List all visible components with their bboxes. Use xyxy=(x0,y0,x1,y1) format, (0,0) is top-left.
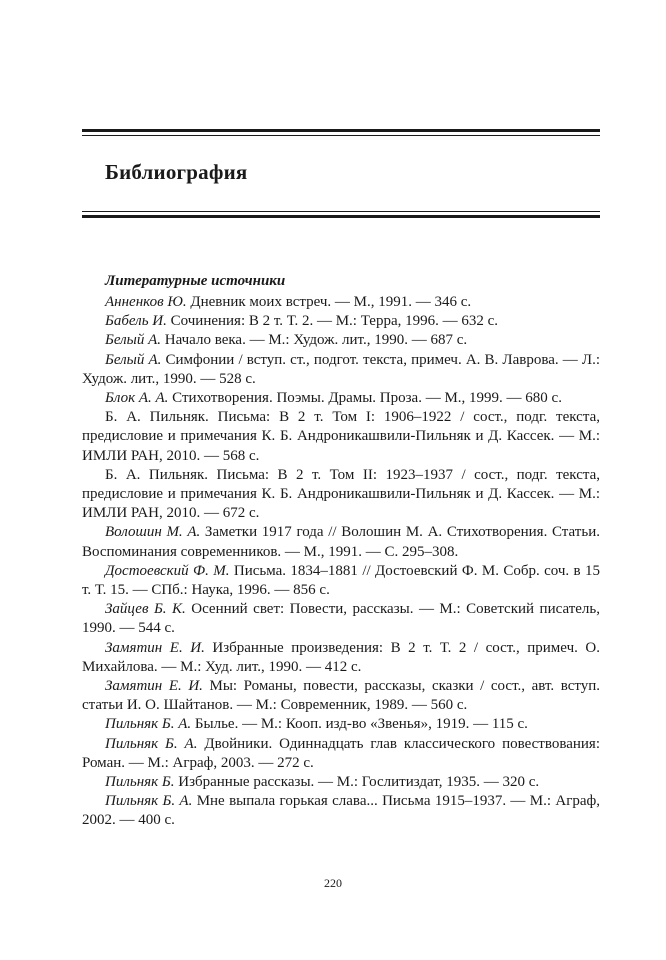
rule-thick xyxy=(82,215,600,218)
bibliography-entry xyxy=(82,792,600,830)
entry-text: Мы: Романы, повести, рассказы, сказки / сост., авт. вступ. статьи И. О. Шайтанов. — М.: Современник, 1989. — 560 с. xyxy=(82,678,600,714)
entry-text: Избранные рассказы. — М.: Гослитиздат, 1935. — 320 с. xyxy=(174,774,540,791)
rule-thin xyxy=(82,135,600,136)
bibliography-entry xyxy=(82,408,600,466)
bibliography-entry xyxy=(82,600,600,638)
entry-text: Б. А. Пильняк. Письма: В 2 т. Том I: 1906–1922 / сост., подг. текста, предисловие и примечания К. Б. Андроникашвили-Пильняк и Д. Кассек. — М.: ИМЛИ РАН, 2010. — 568 с. xyxy=(82,409,600,464)
entry-author: Пильняк Б. А. xyxy=(105,716,192,733)
entry-text: Письма. 1834–1881 // Достоевский Ф. М. Собр. соч. в 15 т. Т. 15. — СПб.: Наука, 1996. — 856 с. xyxy=(82,562,600,599)
page-title: Библиография xyxy=(105,160,248,184)
entry-text: Б. А. Пильняк. Письма: В 2 т. Том II: 1923–1937 / сост., подг. текста, предисловие и примечания К. Б. Андроникашвили-Пильняк и Д. Кассек. — М.: ИМЛИ РАН, 2010. — 672 с. xyxy=(82,466,600,522)
rule-thin xyxy=(82,211,600,212)
rule-thick xyxy=(82,129,600,132)
bibliography-entry xyxy=(82,293,600,312)
entry-text: Мне выпала горькая слава... Письма 1915–1937. — М.: Аграф, 2002. — 400 с. xyxy=(82,793,600,829)
bibliography-list xyxy=(82,293,600,831)
entry-author: Замятин Е. И. xyxy=(105,678,203,695)
entry-text: Дневник моих встреч. — М., 1991. — 346 с. xyxy=(186,294,472,310)
entry-text: Былье. — М.: Кооп. изд-во «Звенья», 1919. — 115 с. xyxy=(191,716,528,733)
entry-author: Анненков Ю. xyxy=(105,294,187,310)
entry-text: Избранные произведения: В 2 т. Т. 2 / сост., примеч. О. Михайлова. — М.: Худ. лит., 1990. — 412 с. xyxy=(82,639,600,675)
bibliography-entry xyxy=(82,677,600,715)
section-title: Литературные источники xyxy=(105,273,286,289)
bibliography-entry xyxy=(82,562,600,600)
entry-author: Бабель И. xyxy=(105,313,167,330)
bibliography-entry xyxy=(82,735,600,773)
entry-author: Блок А. А. xyxy=(105,390,169,407)
entry-author: Зайцев Б. К. xyxy=(105,601,186,618)
entry-text: Двойники. Одиннадцать глав классического повествования: Роман. — М.: Аграф, 2003. — 272 с. xyxy=(82,735,601,771)
top-double-rule xyxy=(82,129,600,136)
bibliography-entry xyxy=(82,389,600,408)
bibliography-entry xyxy=(82,773,600,792)
entry-author: Пильняк Б. А. xyxy=(105,735,198,752)
entry-author: Замятин Е. И. xyxy=(105,639,205,656)
entry-author: Белый А. xyxy=(105,351,162,368)
entry-text: Осенний свет: Повести, рассказы. — М.: Советский писатель, 1990. — 544 с. xyxy=(82,601,600,637)
bibliography-entry xyxy=(82,466,600,524)
bibliography-entry xyxy=(82,312,600,331)
bibliography-entry xyxy=(82,523,600,561)
entry-author: Достоевский Ф. М. xyxy=(105,562,230,579)
bibliography-entry xyxy=(82,331,600,350)
entry-author: Белый А. xyxy=(105,332,161,349)
entry-author: Пильняк Б. xyxy=(105,774,175,791)
entry-text: Заметки 1917 года // Волошин М. А. Стихотворения. Статьи. Воспоминания современников. — М., 1991. — С. 295–308. xyxy=(82,524,600,560)
entry-author: Пильняк Б. А. xyxy=(105,793,193,810)
bibliography-entry xyxy=(82,715,600,734)
entry-text: Начало века. — М.: Худож. лит., 1990. — 687 с. xyxy=(161,332,468,349)
entry-text: Сочинения: В 2 т. Т. 2. — М.: Терра, 1996. — 632 с. xyxy=(166,313,499,330)
bottom-double-rule xyxy=(82,211,600,218)
entry-text: Стихотворения. Поэмы. Драмы. Проза. — М., 1999. — 680 с. xyxy=(168,390,562,407)
entry-text: Симфонии / вступ. ст., подгот. текста, примеч. А. В. Лаврова. — Л.: Худож. лит., 1990. — 528 с. xyxy=(82,351,600,387)
page-number: 220 xyxy=(324,876,342,890)
bibliography-entry xyxy=(82,639,600,677)
entry-author: Волошин М. А. xyxy=(105,524,201,541)
bibliography-entry xyxy=(82,351,600,389)
